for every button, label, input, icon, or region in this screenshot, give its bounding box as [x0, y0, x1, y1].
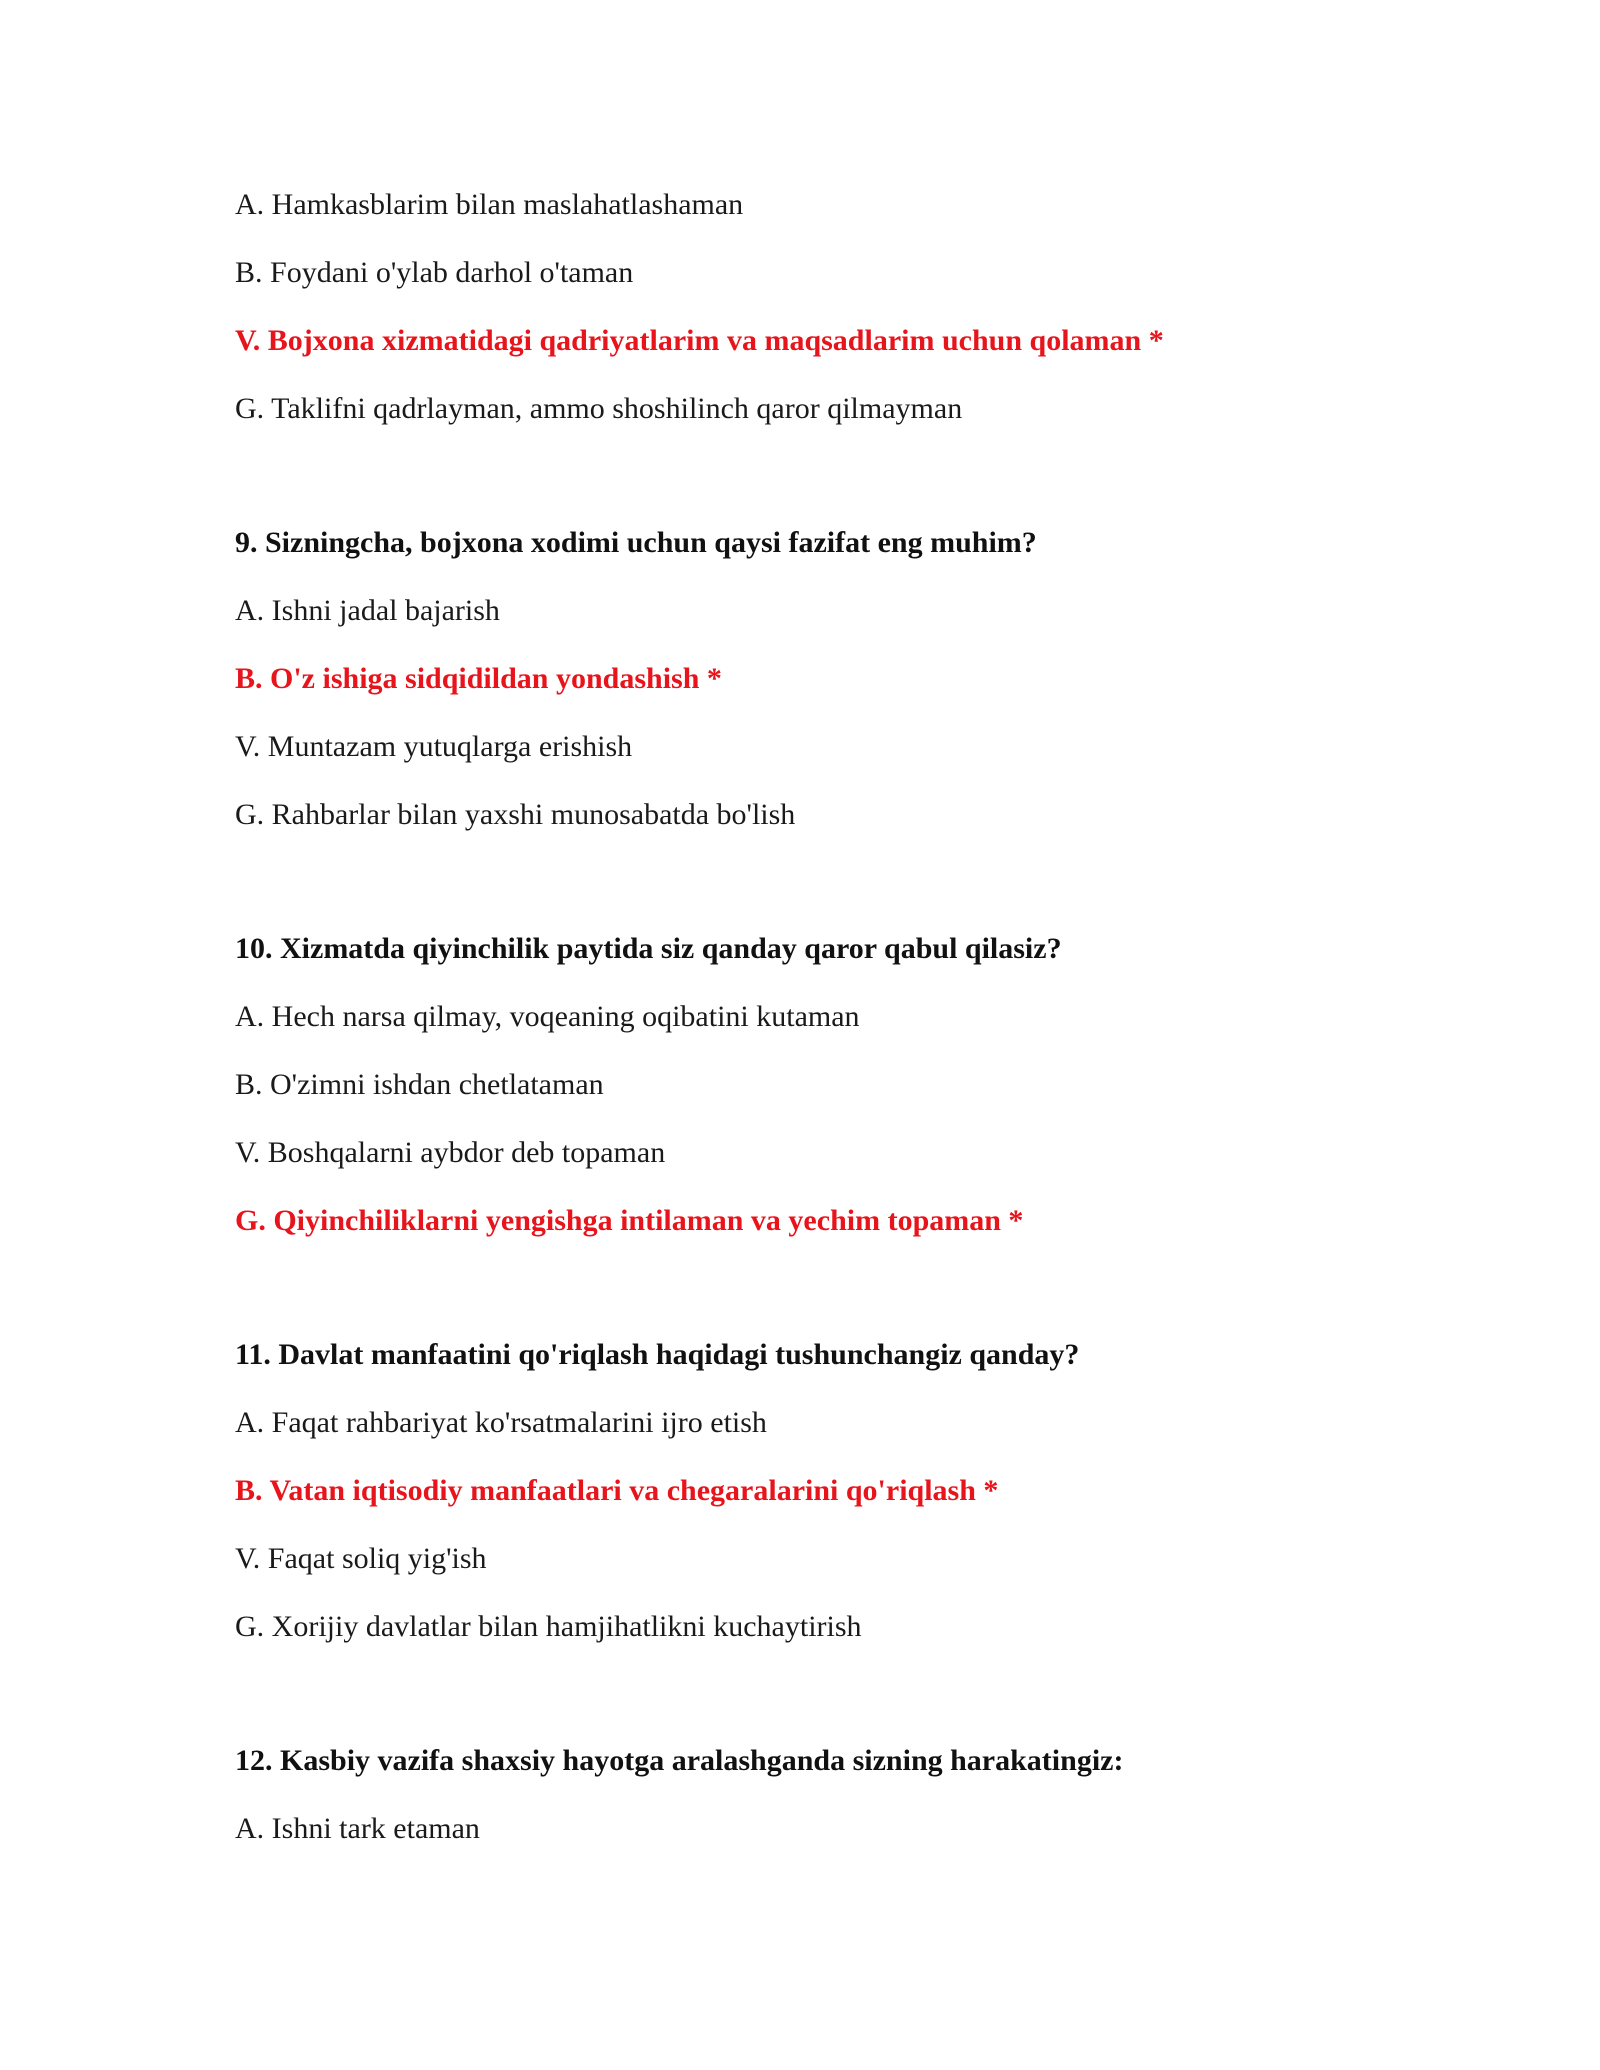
option-10-v: V. Boshqalarni aybdor deb topaman: [235, 1136, 666, 1169]
question-10: [235, 929, 1485, 1241]
question-11: [235, 1335, 1485, 1647]
question-12: [235, 1741, 1485, 1849]
option-11-b-correct: B. Vatan iqtisodiy manfaatlari va chegaralarini qo'riqlash *: [235, 1474, 999, 1507]
spacer: [235, 1269, 1485, 1335]
option-8-g: G. Taklifni qadrlayman, ammo shoshilinch qaror qilmayman: [235, 392, 963, 425]
option-9-v: V. Muntazam yutuqlarga erishish: [235, 730, 633, 763]
option-11-g: G. Xorijiy davlatlar bilan hamjihatlikni kuchaytirish: [235, 1610, 862, 1643]
option-10-a: A. Hech narsa qilmay, voqeaning oqibatini kutaman: [235, 1000, 860, 1033]
spacer: [235, 863, 1485, 929]
option-8-v-correct: V. Bojxona xizmatidagi qadriyatlarim va maqsadlarim uchun qolaman *: [235, 324, 1164, 357]
option-9-a: A. Ishni jadal bajarish: [235, 594, 500, 627]
question-10-title: 10. Xizmatda qiyinchilik paytida siz qanday qaror qabul qilasiz?: [235, 932, 1062, 965]
option-10-b: B. O'zimni ishdan chetlataman: [235, 1068, 604, 1101]
option-11-a: A. Faqat rahbariyat ko'rsatmalarini ijro etish: [235, 1406, 767, 1439]
option-12-a: A. Ishni tark etaman: [235, 1812, 480, 1845]
question-11-title: 11. Davlat manfaatini qo'riqlash haqidagi tushunchangiz qanday?: [235, 1338, 1080, 1371]
question-9-title: 9. Sizningcha, bojxona xodimi uchun qaysi fazifat eng muhim?: [235, 526, 1037, 559]
spacer: [235, 1675, 1485, 1741]
question-12-title: 12. Kasbiy vazifa shaxsiy hayotga aralashganda sizning harakatingiz:: [235, 1744, 1124, 1777]
option-11-v: V. Faqat soliq yig'ish: [235, 1542, 487, 1575]
option-10-g-correct: G. Qiyinchiliklarni yengishga intilaman va yechim topaman *: [235, 1204, 1024, 1237]
option-8-b: B. Foydani o'ylab darhol o'taman: [235, 256, 634, 289]
option-9-b-correct: B. O'z ishiga sidqidildan yondashish *: [235, 662, 722, 695]
spacer: [235, 457, 1485, 523]
question-9: [235, 523, 1485, 835]
option-8-a: A. Hamkasblarim bilan maslahatlashaman: [235, 188, 744, 221]
document-page: [235, 185, 1485, 1877]
question-8-options: [235, 185, 1485, 429]
option-9-g: G. Rahbarlar bilan yaxshi munosabatda bo'lish: [235, 798, 796, 831]
